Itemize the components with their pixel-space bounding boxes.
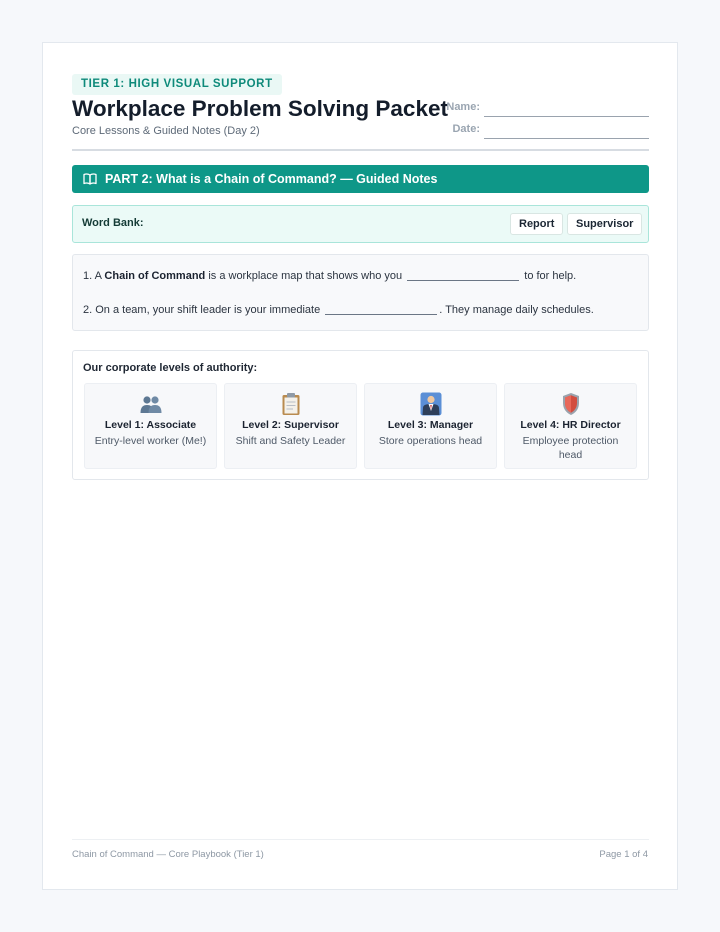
question-1-blank[interactable] <box>407 280 519 281</box>
tier-badge: TIER 1: HIGH VISUAL SUPPORT <box>72 74 282 95</box>
shield-icon <box>562 392 580 416</box>
people-icon <box>139 394 163 414</box>
manager-suit-icon <box>420 392 442 416</box>
level-name: Level 2: Supervisor <box>242 419 339 431</box>
question-1-number: 1. A <box>83 270 105 282</box>
part-banner <box>72 165 649 193</box>
guided-questions <box>72 254 649 331</box>
question-1-text-end: to for help. <box>521 270 577 282</box>
worksheet-page <box>42 42 678 890</box>
question-2-blank[interactable] <box>325 314 437 315</box>
level-card-associate <box>84 383 217 469</box>
word-bank-label: Word Bank: <box>82 217 144 229</box>
date-label: Date: <box>452 123 480 135</box>
level-card-manager <box>364 383 497 469</box>
level-desc: Entry-level worker (Me!) <box>94 435 207 447</box>
footer-divider <box>72 839 649 840</box>
question-2 <box>83 304 594 316</box>
page-title: Workplace Problem Solving Packet <box>72 96 448 121</box>
question-1-text: is a workplace map that shows who you <box>205 270 406 282</box>
word-chip-supervisor[interactable]: Supervisor <box>567 213 642 235</box>
clipboard-icon <box>281 392 301 416</box>
question-2-number: 2. <box>83 304 96 316</box>
level-name: Level 4: HR Director <box>520 419 621 431</box>
word-chip-report[interactable]: Report <box>510 213 563 235</box>
level-desc: Shift and Safety Leader <box>235 435 346 447</box>
level-desc: Store operations head <box>378 435 483 447</box>
page-number: Page 1 of 4 <box>599 849 648 860</box>
question-2-text-end: . They manage daily schedules. <box>439 304 594 316</box>
question-2-text: On a team, your shift leader is your immediate <box>95 304 324 316</box>
level-name: Level 1: Associate <box>104 419 197 431</box>
name-label: Name: <box>446 101 480 113</box>
header-divider <box>72 149 649 151</box>
open-book-icon <box>83 173 97 185</box>
level-card-supervisor <box>224 383 357 469</box>
levels-title: Our corporate levels of authority: <box>83 362 258 374</box>
date-field[interactable] <box>484 138 649 139</box>
page-subtitle: Core Lessons & Guided Notes (Day 2) <box>72 125 260 137</box>
level-desc: Employee protection head <box>522 435 619 461</box>
level-card-hr-director <box>504 383 637 469</box>
part-title: PART 2: What is a Chain of Command? — Guided Notes <box>105 172 438 186</box>
question-1 <box>83 270 576 282</box>
name-field[interactable] <box>484 116 649 117</box>
question-1-term: Chain of Command <box>104 270 206 282</box>
level-name: Level 3: Manager <box>387 419 474 431</box>
word-bank <box>72 205 649 243</box>
authority-levels <box>72 350 649 480</box>
footer-title: Chain of Command — Core Playbook (Tier 1) <box>72 849 264 860</box>
